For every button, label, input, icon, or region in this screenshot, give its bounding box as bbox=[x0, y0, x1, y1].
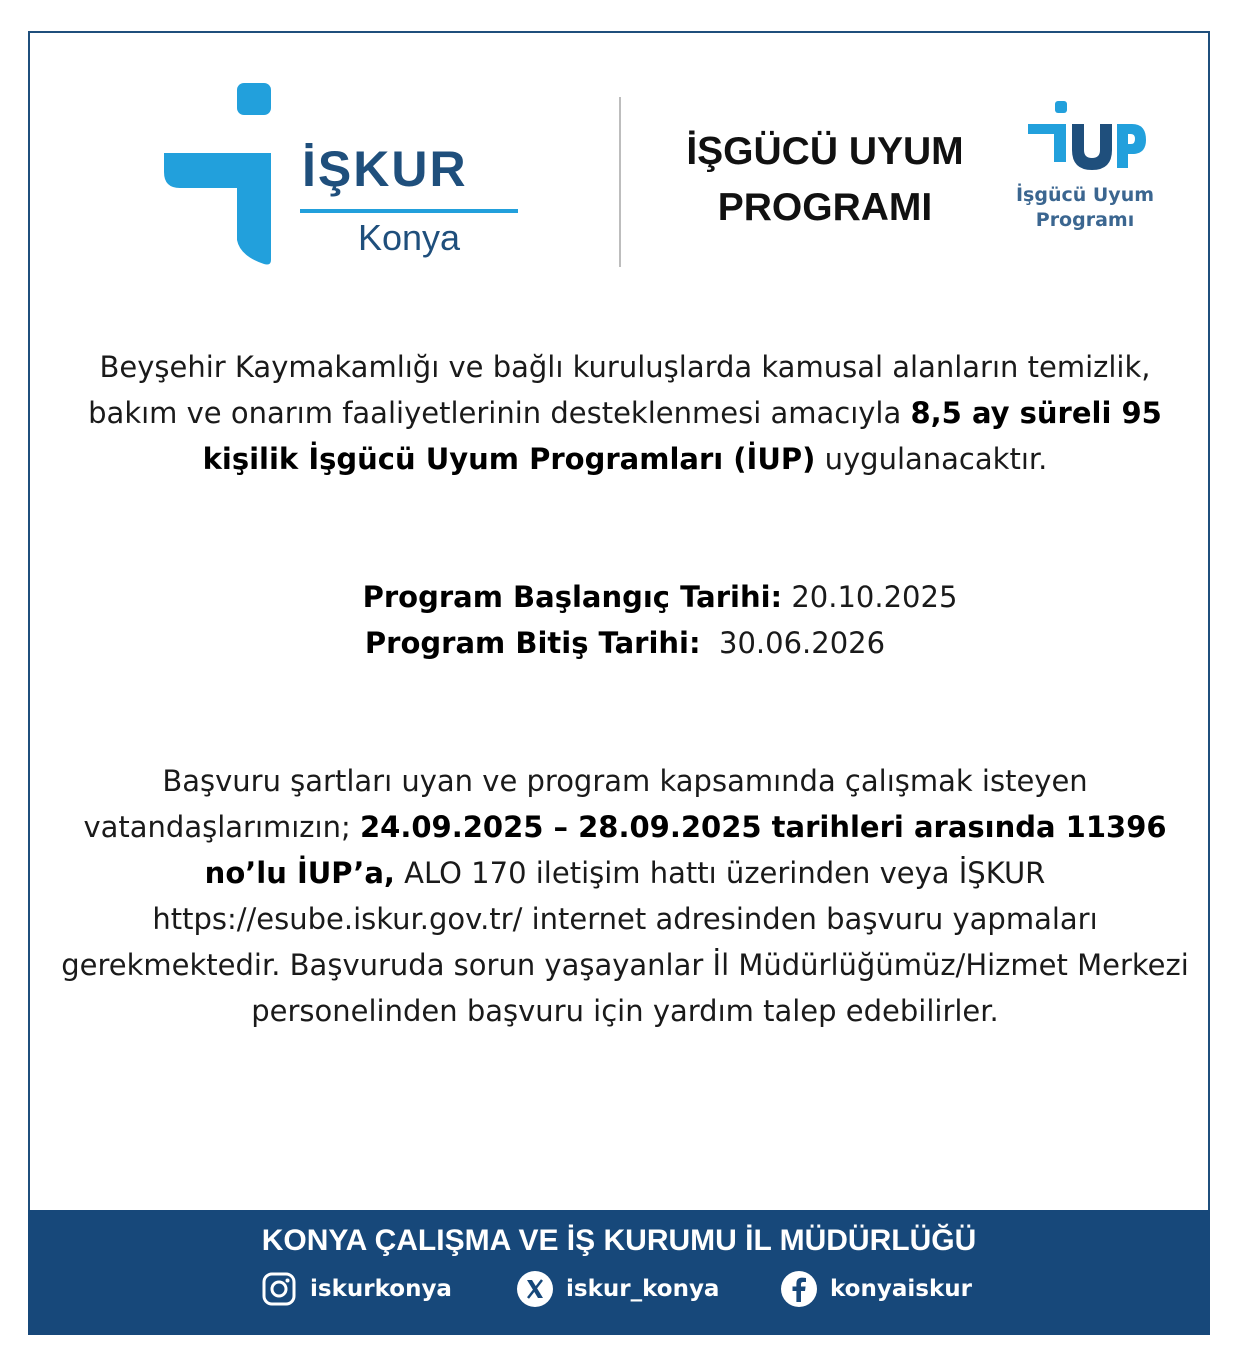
application-paragraph bbox=[60, 758, 1190, 1034]
facebook-icon bbox=[780, 1270, 818, 1308]
intro-text-1: Beyşehir Kaymakamlığı ve bağlı kuruluşlarda kamusal alanların temizlik, bakım ve onarım faaliyetlerinin desteklenmesi amacıyla bbox=[88, 350, 1151, 430]
social-instagram[interactable] bbox=[260, 1269, 452, 1309]
program-title bbox=[660, 124, 990, 236]
end-date-label: Program Bitiş Tarihi: bbox=[364, 626, 701, 660]
program-title-line2: PROGRAMI bbox=[717, 186, 933, 229]
intro-paragraph bbox=[60, 344, 1190, 482]
brand-city: Konya bbox=[357, 217, 461, 258]
end-date-value: 30.06.2026 bbox=[700, 626, 886, 660]
brand-underline bbox=[300, 209, 518, 213]
application-text-2: ALO 170 iletişim hattı üzerinden veya İŞKUR https://esube.iskur.gov.tr/ internet adresinden başvuru yapmaları gerekmektedir. Başvuruda sorun yaşayanlar İl Müdürlüğümüz/Hizmet Merkezi personelinden başvuru için yardım talep edebilirler. bbox=[61, 856, 1189, 1028]
header-divider bbox=[619, 97, 621, 267]
instagram-icon bbox=[260, 1270, 298, 1308]
iup-caption-line1: İşgücü Uyum bbox=[1015, 184, 1155, 206]
footer-bar bbox=[28, 1210, 1210, 1335]
intro-text-2: uygulanacaktır. bbox=[815, 442, 1048, 476]
brand-wordmark: İŞKUR bbox=[302, 141, 468, 197]
social-x[interactable] bbox=[516, 1269, 719, 1309]
start-date-value: 20.10.2025 bbox=[782, 580, 958, 614]
social-facebook-label: konyaiskur bbox=[830, 1276, 972, 1302]
iup-caption-line2: Programı bbox=[1035, 209, 1135, 231]
intro-bold: 8,5 ay süreli 95 kişilik İşgücü Uyum Programları (İUP) bbox=[202, 396, 1162, 476]
start-date-label: Program Başlangıç Tarihi: bbox=[362, 580, 783, 614]
start-date-line bbox=[60, 574, 1190, 620]
application-text-1: Başvuru şartları uyan ve program kapsamında çalışmak isteyen vatandaşlarımızın; bbox=[83, 764, 1088, 844]
social-facebook[interactable] bbox=[780, 1269, 972, 1309]
end-date-line bbox=[60, 620, 1190, 666]
x-icon bbox=[516, 1270, 554, 1308]
footer-title: KONYA ÇALIŞMA VE İŞ KURUMU İL MÜDÜRLÜĞÜ bbox=[261, 1224, 977, 1257]
application-bold: 24.09.2025 – 28.09.2025 tarihleri arasında 11396 no’lu İUP’a, bbox=[204, 810, 1167, 890]
social-instagram-label: iskurkonya bbox=[310, 1276, 452, 1302]
program-title-line1: İŞGÜCÜ UYUM bbox=[686, 130, 964, 173]
iup-caption bbox=[1005, 183, 1165, 233]
social-x-label: iskur_konya bbox=[566, 1276, 720, 1302]
iup-logo-mark bbox=[1020, 98, 1150, 178]
